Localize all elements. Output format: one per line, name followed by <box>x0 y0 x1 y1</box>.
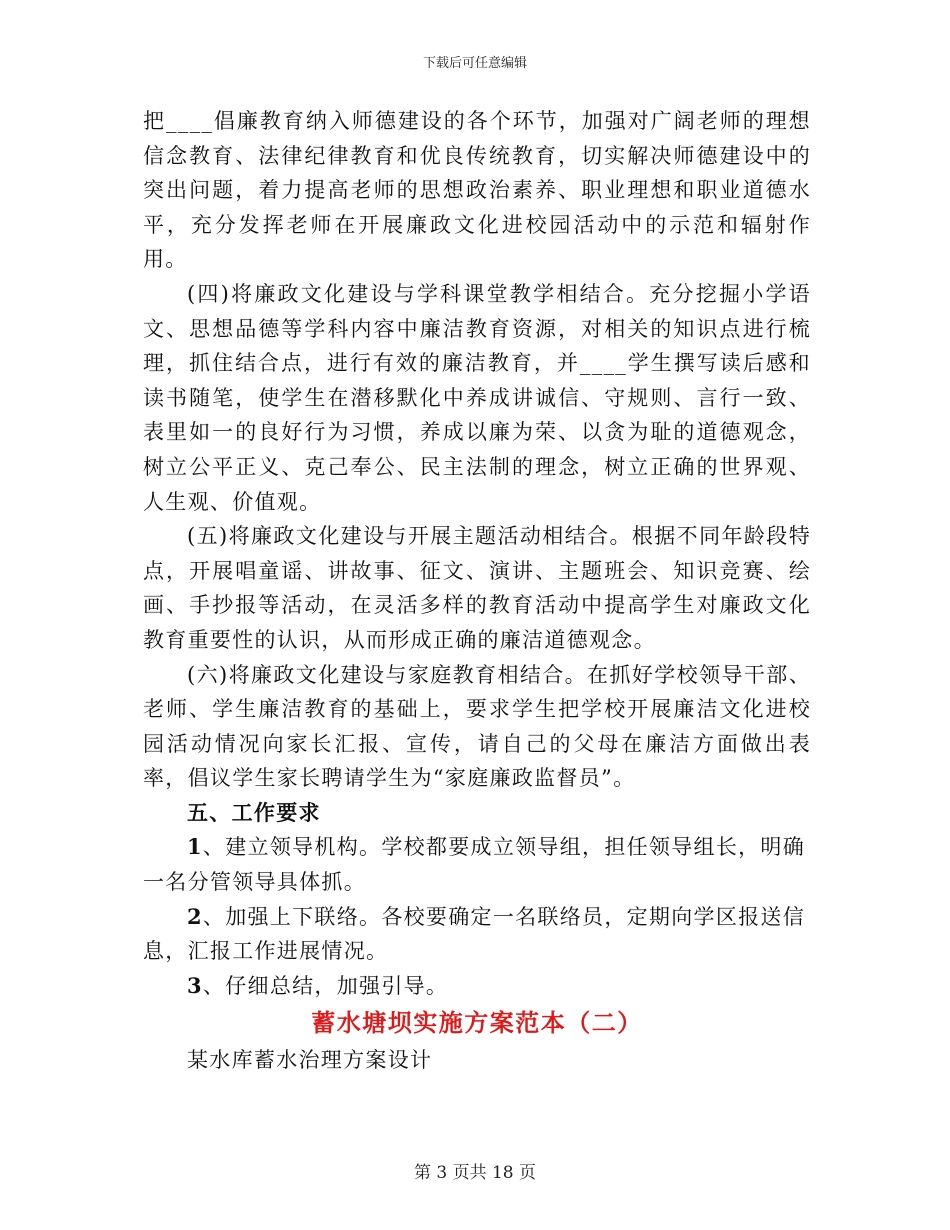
requirement-item-1 <box>143 830 811 899</box>
next-document-subtitle: 某水库蓄水治理方案设计 <box>187 1048 433 1073</box>
requirement-text: 、加强上下联络。各校要确定一名联络员，定期向学区报送信息，汇报工作进展情况。 <box>143 904 806 964</box>
page-footer: 第 3 页共 18 页 <box>413 1163 537 1183</box>
requirement-text: 、建立领导机构。学校都要成立领导组，担任领导组长，明确一名分管领导具体抓。 <box>143 835 806 895</box>
paragraph-theme-activities: (五)将廉政文化建设与开展主题活动相结合。根据不同年龄段特点，开展唱童谣、讲故事、征文、演讲、主题班会、知识竞赛、绘画、手抄报等活动，在灵活多样的教育活动中提高学生对廉政文化教育重要性的认识，从而形成正确的廉洁道德观念。 <box>143 524 811 652</box>
requirement-number: 1 <box>187 834 203 860</box>
document-body <box>143 104 811 1078</box>
section-heading-work-requirements: 五、工作要求 <box>187 799 321 825</box>
paragraph-family-education: (六)将廉政文化建设与家庭教育相结合。在抓好学校领导干部、老师、学生廉洁教育的基础上，要求学生把学校开展廉洁文化进校园活动情况向家长汇报、宣传，请自己的父母在廉洁方面做出表率，倡议学生家长聘请学生为“家庭廉政监督员”。 <box>143 662 811 791</box>
requirement-item-2 <box>143 900 811 969</box>
requirement-item-3 <box>143 969 811 1004</box>
next-document-title: 蓄水塘坝实施方案范本（二） <box>311 1009 643 1038</box>
paragraph-classroom-teaching: (四)将廉政文化建设与学科课堂教学相结合。充分挖掘小学语文、思想品德等学科内容中廉洁教育资源，对相关的知识点进行梳理，抓住结合点，进行有效的廉洁教育，并____学生撰写读后感和读书随笔，使学生在潜移默化中养成讲诚信、守规则、言行一致、表里如一的良好行为习惯，养成以廉为荣、以贪为耻的道德观念，树立公平正义、克己奉公、民主法制的理念，树立正确的世界观、人生观、价值观。 <box>143 281 811 514</box>
paragraph-teacher-ethics: 把____倡廉教育纳入师德建设的各个环节，加强对广阔老师的理想信念教育、法律纪律教育和优良传统教育，切实解决师德建设中的突出问题，着力提高老师的思想政治素养、职业理想和职业道德水平，充分发挥老师在开展廉政文化进校园活动中的示范和辐射作用。 <box>143 109 811 272</box>
requirement-text: 、仔细总结，加强引导。 <box>202 973 449 998</box>
page-header: 下载后可任意编辑 <box>422 56 527 71</box>
requirement-number: 3 <box>187 972 203 998</box>
requirement-number: 2 <box>187 903 203 929</box>
